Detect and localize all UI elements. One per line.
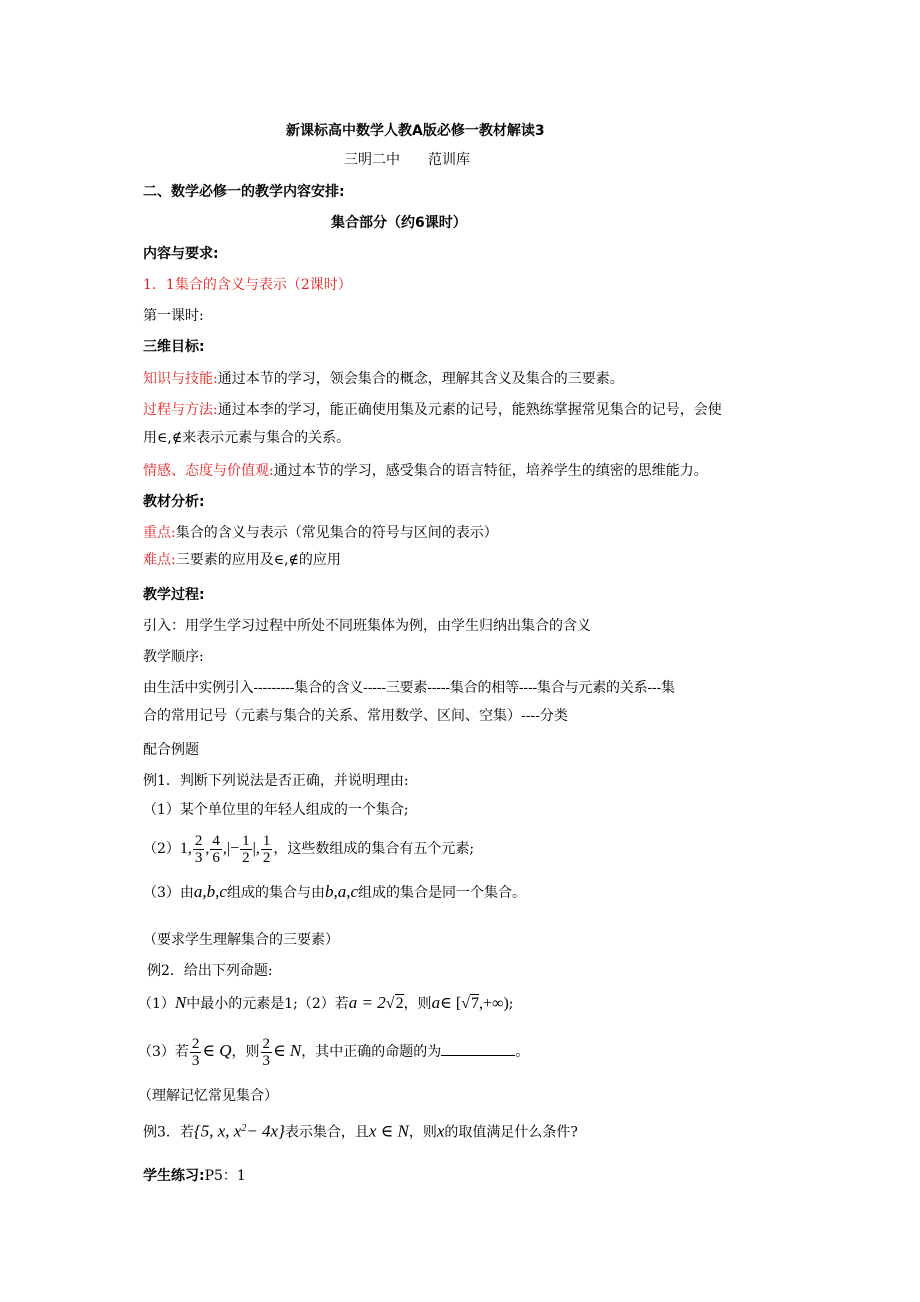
emotion-text: 通过本节的学习，感受集合的语言特征，培养学生的缜密的思维能力。 bbox=[273, 463, 708, 479]
key-point bbox=[143, 523, 498, 543]
fraction-2-3-q bbox=[190, 1036, 202, 1069]
frac-num: 1 bbox=[262, 832, 271, 849]
item3-prefix: （3）由 bbox=[143, 885, 194, 901]
frac-den: 3 bbox=[194, 849, 203, 866]
e3-set-tail: − 4x} bbox=[246, 1121, 285, 1141]
frac-den: 2 bbox=[242, 849, 250, 866]
example3 bbox=[143, 1119, 578, 1143]
item2-suffix: ，这些数组成的集合有五个元素; bbox=[273, 841, 475, 857]
e2-item3-end: 。 bbox=[515, 1044, 530, 1060]
frac-den: 2 bbox=[262, 849, 271, 866]
e3-mid: 表示集合，且 bbox=[284, 1124, 369, 1141]
process-intro: 引入：用学生学习过程中所处不同班集体为例，由学生归纳出集合的含义 bbox=[143, 618, 591, 634]
e3-x-in-N: x ∈ N bbox=[368, 1121, 409, 1141]
answer-blank[interactable] bbox=[441, 1041, 515, 1056]
order-label: 教学顺序: bbox=[143, 649, 204, 665]
e2-item3-suffix: ，其中正确的命题的为 bbox=[301, 1044, 442, 1060]
example1-title: 例1．判断下列说法是否正确，并说明理由: bbox=[143, 773, 409, 789]
section-heading: 二、数学必修一的教学内容安排: bbox=[143, 184, 345, 200]
frac-num: 2 bbox=[194, 832, 203, 849]
practice-label: 学生练习: bbox=[143, 1168, 205, 1184]
knowledge-text: 通过本节的学习，领会集合的概念，理解其含义及集合的三要素。 bbox=[217, 371, 624, 387]
process-label: 过程与方法: bbox=[143, 402, 218, 418]
set-abc: a,b,c bbox=[193, 882, 227, 901]
interval-tail: ,+∞) bbox=[479, 995, 509, 1012]
a-equals: a = 2 bbox=[348, 993, 386, 1012]
e2-item1-end: ; bbox=[508, 996, 514, 1012]
part-title: 集合部分（约6课时） bbox=[331, 215, 467, 231]
e3-suffix: 的取值满足什么条件? bbox=[444, 1124, 578, 1141]
knowledge-label: 知识与技能: bbox=[143, 371, 218, 387]
practice-line bbox=[143, 1166, 246, 1186]
e2-item1-text: 中最小的元素是1;（2）若 bbox=[186, 996, 349, 1012]
doc-title: 新课标高中数学人教A版必修一教材解读3 bbox=[286, 123, 545, 139]
in-Q: ∈ Q bbox=[202, 1041, 232, 1060]
frac-den: 6 bbox=[212, 849, 220, 866]
item3-suffix: 组成的集合是同一个集合。 bbox=[358, 885, 527, 901]
e3-sup: 2 bbox=[241, 1123, 247, 1134]
e3-x: x bbox=[436, 1121, 445, 1141]
objective-process-cont: 用∈,∉来表示元素与集合的关系。 bbox=[143, 430, 351, 446]
diff-label: 难点: bbox=[143, 552, 176, 568]
frac-num: 1 bbox=[242, 832, 250, 849]
abs-open: ,|− bbox=[222, 840, 240, 857]
fraction-2-3-n bbox=[261, 1036, 273, 1069]
frac-num: 2 bbox=[262, 1035, 271, 1052]
frac-num: 4 bbox=[212, 832, 220, 849]
var-a: a bbox=[431, 993, 441, 1012]
fraction-4-6 bbox=[210, 833, 222, 866]
set-bac: b,a,c bbox=[324, 882, 359, 901]
example2-item1: （1）N中最小的元素是1;（2）若a = 2√2，则a∈ [√7,+∞); bbox=[138, 993, 514, 1012]
frac-den: 3 bbox=[262, 1052, 271, 1069]
e2-then: ，则 bbox=[403, 996, 432, 1012]
example1-item3 bbox=[143, 882, 526, 903]
frac-num: 2 bbox=[191, 1035, 200, 1052]
order-text-2: 合的常用记号（元素与集合的关系、常用数学、区间、空集）----分类 bbox=[143, 708, 568, 724]
e3-prefix: 例3．若 bbox=[143, 1124, 194, 1141]
diff-text: 三要素的应用及∈,∉的应用 bbox=[175, 552, 341, 568]
objective-process bbox=[143, 400, 722, 420]
e2-item3-then: ，则 bbox=[231, 1044, 260, 1060]
fraction-1-2b bbox=[261, 833, 273, 866]
abs-close: |, bbox=[252, 840, 260, 857]
fraction-2-3 bbox=[193, 833, 205, 866]
example2-title: 例2．给出下列命题: bbox=[147, 963, 273, 979]
in-N: ∈ N bbox=[273, 1041, 302, 1060]
process-text: 通过本李的学习，能正确使用集及元素的记号，能熟练掌握常见集合的记号，会使 bbox=[217, 402, 722, 418]
analysis-heading: 教材分析: bbox=[143, 494, 205, 510]
key-text: 集合的含义与表示（常见集合的符号与区间的表示） bbox=[175, 525, 498, 541]
frac-den: 3 bbox=[191, 1052, 200, 1069]
item2-prefix: （2） bbox=[143, 841, 180, 857]
sqrt-2: 2 bbox=[395, 995, 404, 1012]
process-heading: 教学过程: bbox=[143, 587, 205, 603]
example2-item3 bbox=[138, 1029, 529, 1074]
emotion-label: 情感、态度与价值观: bbox=[143, 463, 274, 479]
example1-item1: （1）某个单位里的年轻人组成的一个集合; bbox=[143, 802, 409, 818]
objectives-heading: 三维目标: bbox=[143, 339, 205, 355]
objective-knowledge bbox=[143, 369, 624, 389]
in-bracket: ∈ [ bbox=[440, 995, 462, 1012]
key-label: 重点: bbox=[143, 525, 176, 541]
first-period: 第一课时: bbox=[143, 308, 204, 324]
author-line bbox=[344, 150, 470, 170]
lesson-title: 1．1集合的含义与表示（2课时） bbox=[143, 277, 352, 293]
item2-one: 1, bbox=[179, 840, 192, 857]
example1-note: （要求学生理解集合的三要素） bbox=[143, 932, 339, 948]
author-name: 范训库 bbox=[428, 152, 470, 168]
item3-mid: 组成的集合与由 bbox=[226, 885, 325, 901]
order-text-1: 由生活中实例引入---------集合的含义-----三要素-----集合的相等----集合与元素的关系---集 bbox=[143, 680, 675, 696]
practice-text: P5：1 bbox=[204, 1168, 246, 1184]
objective-emotion bbox=[143, 461, 708, 481]
examples-label: 配合例题 bbox=[143, 742, 199, 758]
difficulty bbox=[143, 550, 341, 570]
e2-item3-prefix: （3）若 bbox=[138, 1044, 189, 1060]
author-school: 三明二中 bbox=[344, 152, 400, 168]
set-N: N bbox=[174, 993, 187, 1012]
e3-then: ，则 bbox=[408, 1124, 437, 1141]
e2-item1-prefix: （1） bbox=[138, 996, 175, 1012]
e3-set: {5, x, x bbox=[193, 1121, 242, 1141]
example1-item2: （2）1, $\frac{2}{3}$ , $\frac{4}{6}$ ,|− $\frac{1}{2}$ |, $\frac{1}{2}$ ，这些数组成的集合有五个元素; bbox=[143, 832, 475, 866]
example2-note: （理解记忆常见集合） bbox=[138, 1088, 278, 1104]
content-req-label: 内容与要求: bbox=[143, 246, 219, 262]
fraction-1-2 bbox=[240, 833, 252, 866]
sqrt-7: 7 bbox=[471, 995, 480, 1012]
